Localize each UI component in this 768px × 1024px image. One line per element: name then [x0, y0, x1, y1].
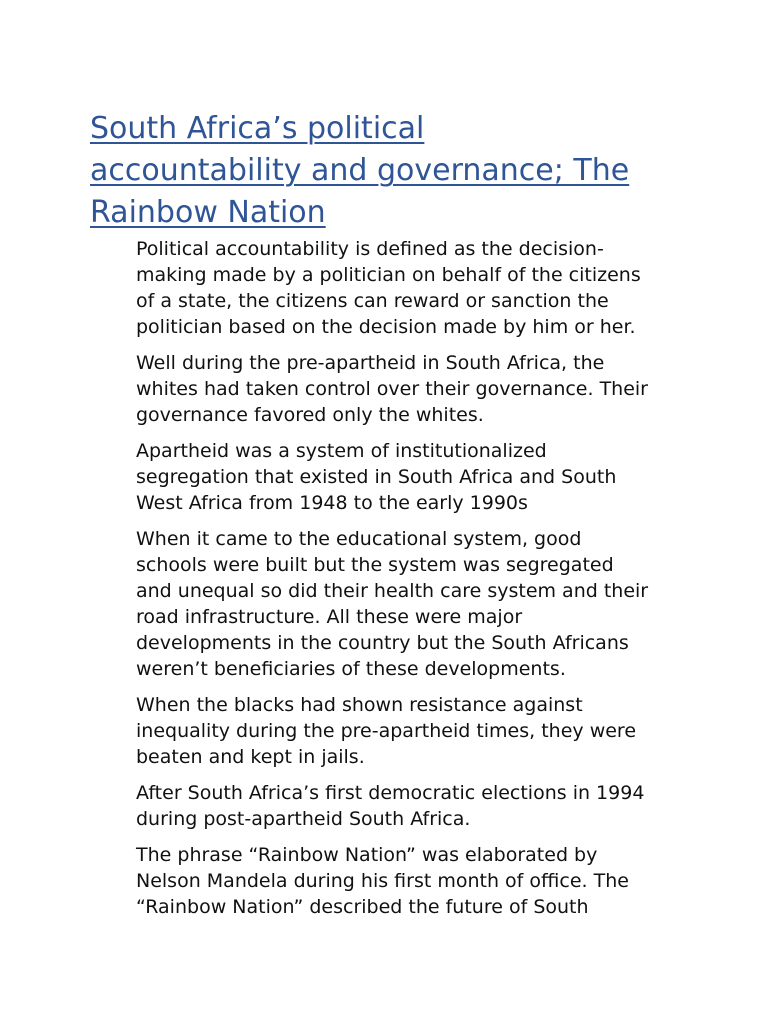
- paragraph-2: [136, 350, 696, 428]
- text-line: making made by a politician on behalf of the citizens: [136, 264, 641, 286]
- text-line: of a state, the citizens can reward or sanction the: [136, 290, 609, 312]
- text-line: When it came to the educational system, good: [136, 528, 582, 550]
- text-line: “Rainbow Nation” described the future of South: [136, 896, 589, 918]
- text-line: After South Africa’s first democratic elections in 1994: [136, 782, 645, 804]
- text-line: Apartheid was a system of institutionalized: [136, 440, 547, 462]
- text-line: weren’t beneficiaries of these developments.: [136, 658, 566, 680]
- text-line: beaten and kept in jails.: [136, 746, 365, 768]
- paragraph-1: [136, 236, 696, 340]
- text-line: West Africa from 1948 to the early 1990s: [136, 492, 528, 514]
- document-body: [136, 236, 696, 930]
- paragraph-6: [136, 780, 696, 832]
- text-line: schools were built but the system was segregated: [136, 554, 614, 576]
- text-line: politician based on the decision made by him or her.: [136, 316, 636, 338]
- text-line: during post-apartheid South Africa.: [136, 808, 471, 830]
- text-line: Well during the pre-apartheid in South Africa, the: [136, 352, 605, 374]
- text-line: Nelson Mandela during his first month of office. The: [136, 870, 629, 892]
- paragraph-3: [136, 438, 696, 516]
- paragraph-4: [136, 526, 696, 682]
- text-line: governance favored only the whites.: [136, 404, 484, 426]
- title-line: Rainbow Nation: [90, 195, 326, 230]
- paragraph-7: [136, 842, 696, 920]
- text-line: segregation that existed in South Africa and South: [136, 466, 617, 488]
- text-line: road infrastructure. All these were major: [136, 606, 523, 628]
- title-line: accountability and governance; The: [90, 153, 630, 188]
- text-line: and unequal so did their health care system and their: [136, 580, 649, 602]
- text-line: The phrase “Rainbow Nation” was elaborated by: [136, 844, 598, 866]
- text-line: whites had taken control over their governance. Their: [136, 378, 648, 400]
- document-title: [90, 108, 690, 234]
- title-line: South Africa’s political: [90, 111, 425, 146]
- text-line: inequality during the pre-apartheid times, they were: [136, 720, 637, 742]
- text-line: developments in the country but the South Africans: [136, 632, 629, 654]
- paragraph-5: [136, 692, 696, 770]
- text-line: Political accountability is defined as the decision-: [136, 238, 604, 260]
- text-line: When the blacks had shown resistance against: [136, 694, 583, 716]
